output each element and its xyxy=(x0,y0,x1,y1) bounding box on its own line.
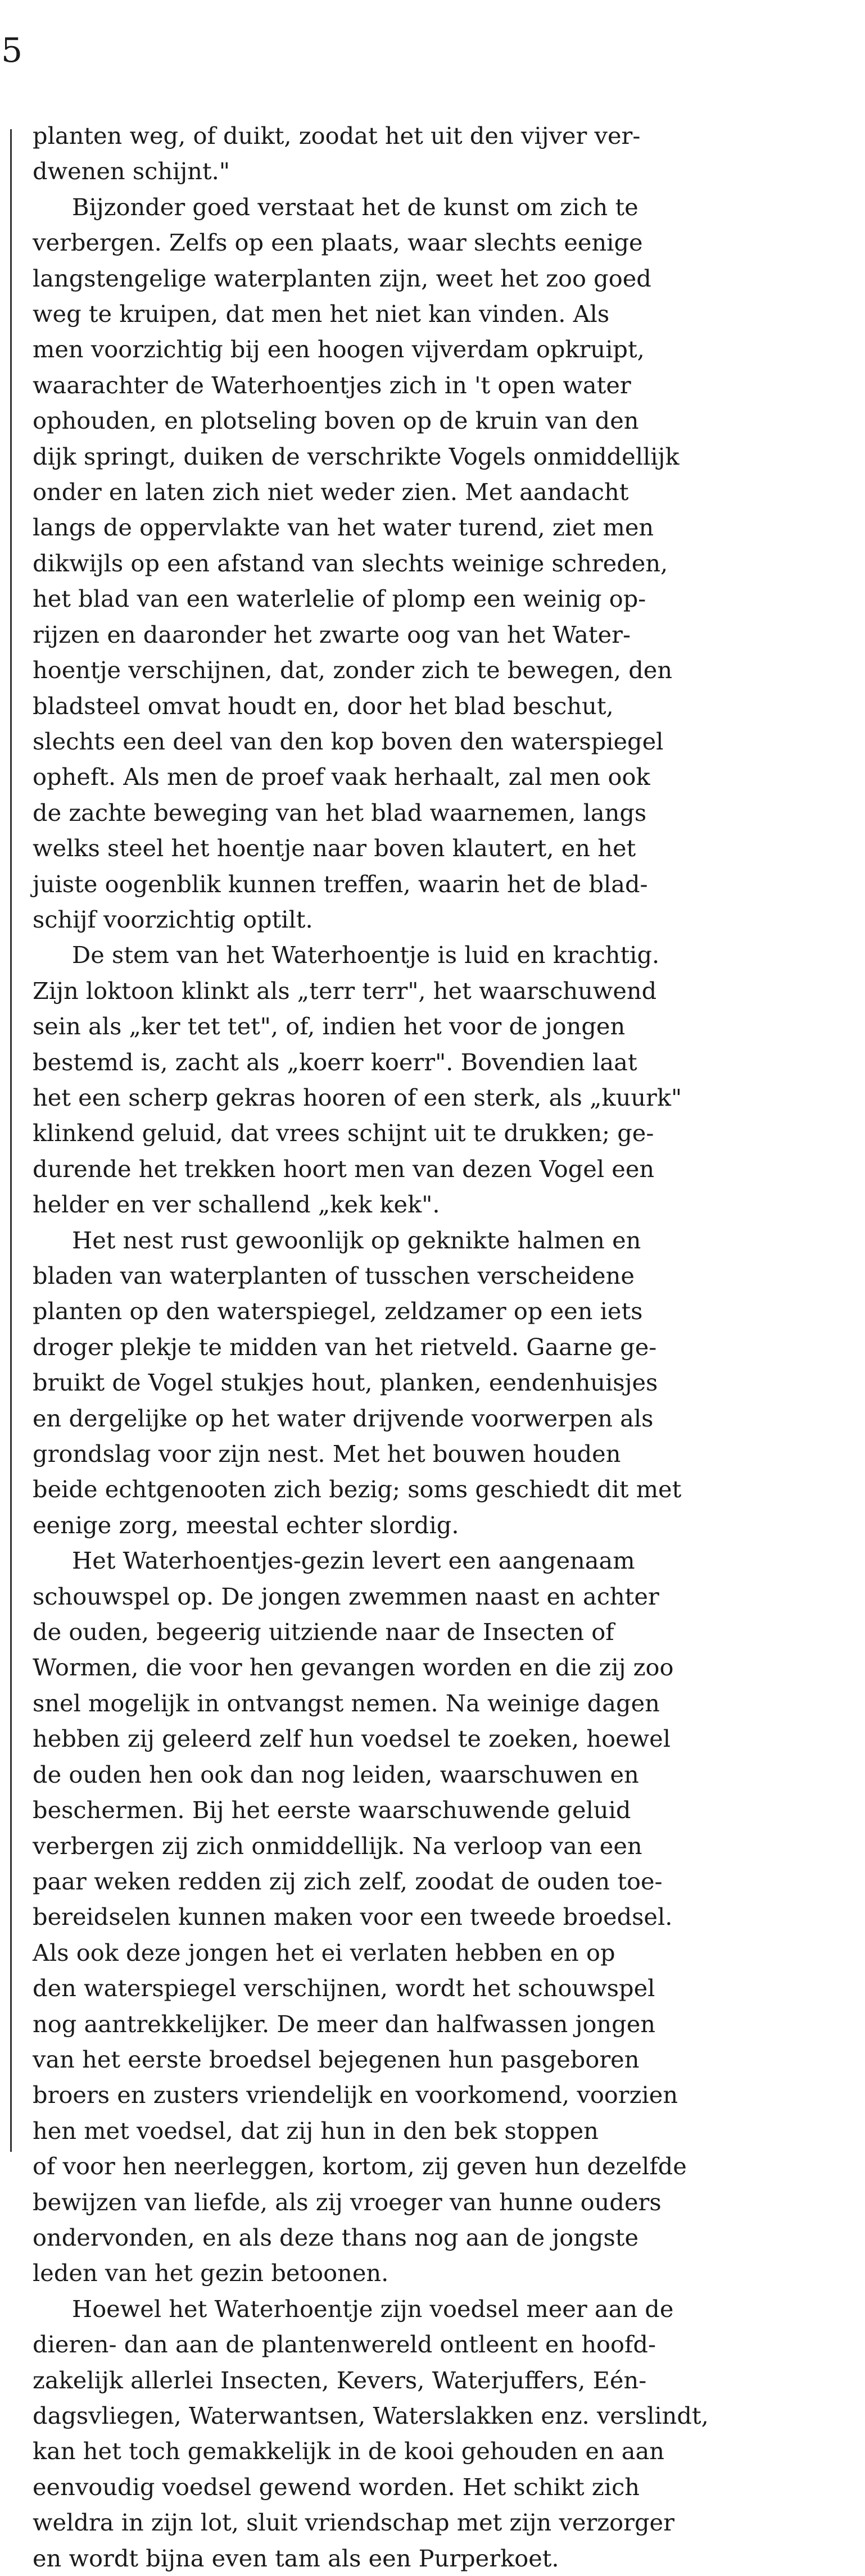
text-line: Bijzonder goed verstaat het de kunst om zich te xyxy=(72,193,638,221)
text-line: grondslag voor zijn nest. Met het bouwen houden xyxy=(33,1440,621,1468)
paragraph-2 xyxy=(33,189,842,938)
text-line: dagsvliegen, Waterwantsen, Waterslakken enz. verslindt, xyxy=(33,2402,709,2429)
text-line: en wordt bijna even tam als een Purperkoet. xyxy=(33,2544,559,2572)
text-line: dijk springt, duiken de verschrikte Vogels onmiddellijk xyxy=(33,442,680,470)
text-line: broers en zusters vriendelijk en voorkomend, voorzien xyxy=(33,2081,678,2109)
text-line: hebben zij geleerd zelf hun voedsel te zoeken, hoewel xyxy=(33,1725,671,1753)
text-line: schouwspel op. De jongen zwemmen naast en achter xyxy=(33,1582,659,1610)
text-line: durende het trekken hoort men van dezen Vogel een xyxy=(33,1155,655,1183)
text-line: langs de oppervlakte van het water turend, ziet men xyxy=(33,514,654,542)
text-line: men voorzichtig bij een hoogen vijverdam opkruipt, xyxy=(33,335,645,364)
text-line: van het eerste broedsel bejegenen hun pasgeboren xyxy=(33,2045,640,2073)
text-line: klinkend geluid, dat vrees schijnt uit te drukken; ge- xyxy=(33,1119,654,1147)
text-line: weg te kruipen, dat men het niet kan vinden. Als xyxy=(33,300,610,328)
margin-rule xyxy=(10,129,12,2152)
text-line: den waterspiegel verschijnen, wordt het schouwspel xyxy=(33,1974,655,2002)
text-line: snel mogelijk in ontvangst nemen. Na weinige dagen xyxy=(33,1689,660,1717)
text-line: bestemd is, zacht als „koerr koerr". Bovendien laat xyxy=(33,1048,637,1076)
text-line: Als ook deze jongen het ei verlaten hebben en op xyxy=(33,1938,615,1966)
text-line: de zachte beweging van het blad waarnemen, langs xyxy=(33,798,647,826)
paragraph-3 xyxy=(33,937,842,1222)
text-line: verbergen. Zelfs op een plaats, waar slechts eenige xyxy=(33,229,643,257)
text-line: het blad van een waterlelie of plomp een weinig op- xyxy=(33,585,646,613)
text-line: Het Waterhoentjes-gezin levert een aangenaam xyxy=(72,1547,635,1575)
text-line: weldra in zijn lot, sluit vriendschap met zijn verzorger xyxy=(33,2509,674,2537)
text-line: en dergelijke op het water drijvende voorwerpen als xyxy=(33,1404,654,1432)
text-line: bladen van waterplanten of tusschen verscheidene xyxy=(33,1262,635,1289)
text-line: Wormen, die voor hen gevangen worden en die zij zoo xyxy=(33,1653,674,1682)
text-line: droger plekje te midden van het rietveld. Gaarne ge- xyxy=(33,1333,657,1361)
text-line: Het nest rust gewoonlijk op geknikte halmen en xyxy=(72,1226,641,1254)
text-line: beschermen. Bij het eerste waarschuwende geluid xyxy=(33,1796,631,1824)
text-line: verbergen zij zich onmiddellijk. Na verloop van een xyxy=(33,1832,642,1860)
text-line: dieren- dan aan de plantenwereld ontleent en hoofd- xyxy=(33,2330,656,2359)
text-line: Zijn loktoon klinkt als „terr terr", het waarschuwend xyxy=(33,976,657,1005)
text-line: langstengelige waterplanten zijn, weet het zoo goed xyxy=(33,264,651,292)
paragraph-5 xyxy=(33,1543,842,2291)
body-text xyxy=(33,118,842,2576)
text-line: slechts een deel van den kop boven den waterspiegel xyxy=(33,727,664,755)
text-line: eenvoudig voedsel gewend worden. Het schikt zich xyxy=(33,2473,640,2501)
text-line: de ouden, begeerig uitziende naar de Insecten of xyxy=(33,1618,614,1646)
text-line: Hoewel het Waterhoentje zijn voedsel meer aan de xyxy=(72,2295,674,2323)
text-line: eenige zorg, meestal echter slordig. xyxy=(33,1511,459,1539)
text-line: De stem van het Waterhoentje is luid en krachtig. xyxy=(72,941,660,969)
text-line: sein als „ker tet tet", of, indien het voor de jongen xyxy=(33,1012,626,1041)
text-line: kan het toch gemakkelijk in de kooi gehouden en aan xyxy=(33,2437,665,2465)
text-line: het een scherp gekras hooren of een sterk, als „kuurk" xyxy=(33,1083,682,1111)
text-line: helder en ver schallend „kek kek". xyxy=(33,1191,440,1219)
text-line: de ouden hen ook dan nog leiden, waarschuwen en xyxy=(33,1760,639,1788)
text-line: bewijzen van liefde, als zij vroeger van hunne ouders xyxy=(33,2188,662,2216)
text-line: juiste oogenblik kunnen treffen, waarin het de blad- xyxy=(33,870,648,898)
text-line: dwenen schijnt." xyxy=(33,157,230,185)
text-line: rijzen en daaronder het zwarte oog van het Water- xyxy=(33,620,631,648)
text-line: bereidselen kunnen maken voor een tweede broedsel. xyxy=(33,1903,673,1931)
text-line: ophouden, en plotseling boven op de kruin van den xyxy=(33,407,639,435)
page-number: 5 xyxy=(1,31,23,70)
text-line: dikwijls op een afstand van slechts weinige schreden, xyxy=(33,549,668,577)
text-line: planten op den waterspiegel, zeldzamer op een iets xyxy=(33,1297,643,1325)
paragraph-1 xyxy=(33,118,842,189)
text-line: ondervonden, en als deze thans nog aan de jongste xyxy=(33,2223,639,2251)
paragraph-6 xyxy=(33,2291,842,2576)
text-line: welks steel het hoentje naar boven klautert, en het xyxy=(33,834,636,862)
text-line: of voor hen neerleggen, kortom, zij geven hun dezelfde xyxy=(33,2152,687,2180)
text-line: opheft. Als men de proef vaak herhaalt, zal men ook xyxy=(33,763,650,791)
paragraph-4 xyxy=(33,1223,842,1543)
text-line: bruikt de Vogel stukjes hout, planken, eendenhuisjes xyxy=(33,1369,658,1397)
text-line: nog aantrekkelijker. De meer dan halfwassen jongen xyxy=(33,2010,656,2038)
text-line: planten weg, of duikt, zoodat het uit den vijver ver- xyxy=(33,122,641,149)
text-line: paar weken redden zij zich zelf, zoodat de ouden toe- xyxy=(33,1867,663,1895)
text-line: schijf voorzichtig optilt. xyxy=(33,905,313,933)
text-line: zakelijk allerlei Insecten, Kevers, Waterjuffers, Eén- xyxy=(33,2366,647,2394)
text-line: hoentje verschijnen, dat, zonder zich te bewegen, den xyxy=(33,656,673,684)
text-line: leden van het gezin betoonen. xyxy=(33,2259,389,2287)
text-line: onder en laten zich niet weder zien. Met aandacht xyxy=(33,478,629,506)
text-line: hen met voedsel, dat zij hun in den bek stoppen xyxy=(33,2116,599,2145)
text-line: beide echtgenooten zich bezig; soms geschiedt dit met xyxy=(33,1475,682,1503)
text-line: bladsteel omvat houdt en, door het blad beschut, xyxy=(33,692,614,720)
text-line: waarachter de Waterhoentjes zich in 't open water xyxy=(33,371,631,399)
